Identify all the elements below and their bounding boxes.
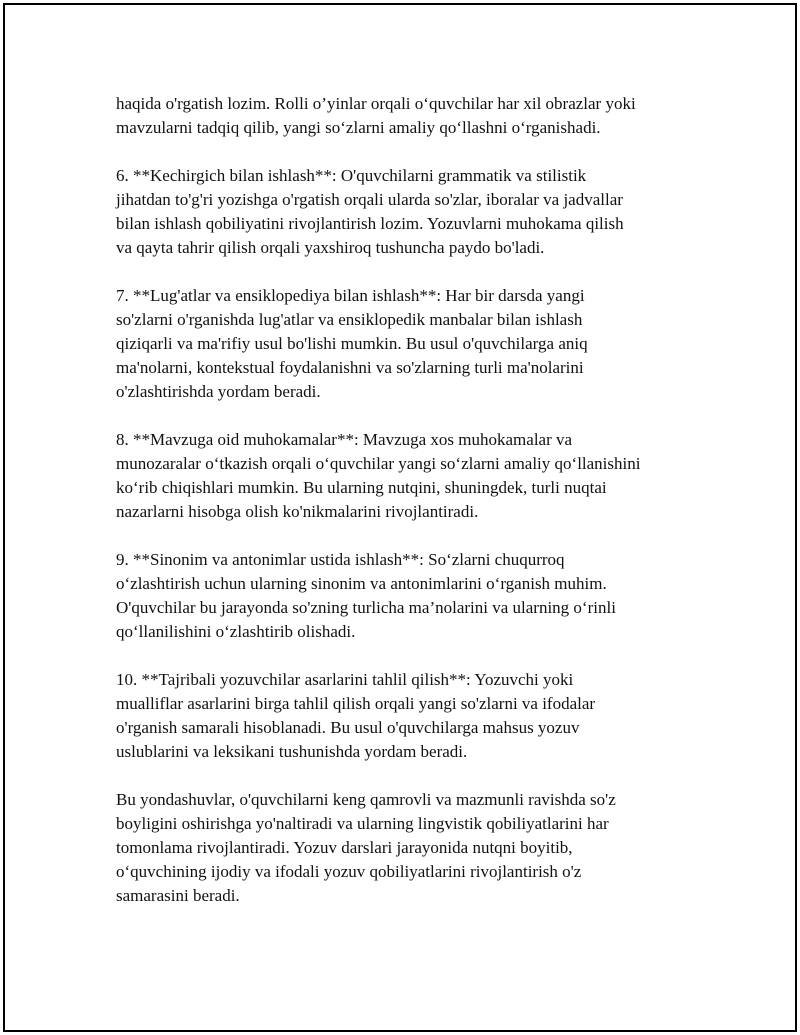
paragraph-item-10: 10. **Tajribali yozuvchilar asarlarini tahlil qilish**: Yozuvchi yoki mualliflar asarlarini birga tahlil qilish orqali yangi so'zlarni va ifodalar o'rganish samarali hisoblanadi. Bu usul o'quvchilarga mahsus yozuv uslublarini va leksikani tushunishda yordam beradi. — [116, 670, 596, 761]
paragraph-item-9: 9. **Sinonim va antonimlar ustida ishlash**: So‘zlarni chuqurroq o‘zlashtirish uchun ularning sinonim va antonimlarini o‘rganish muhim. O'quvchilar bu jarayonda so'zning turlicha ma’nolarini va ularning o‘rinli qo‘llanilishini o‘zlashtirib olishadi. — [116, 550, 616, 641]
paragraph-item-6: 6. **Kechirgich bilan ishlash**: O'quvchilarni grammatik va stilistik jihatdan to'g'ri yozishga o'rgatish orqali ularda so'zlar, iboralar va jadvallar bilan ishlash qobiliyatini rivojlantirish lozim. Yozuvlarni muhokama qilish va qayta tahrir qilish orqali yaxshiroq tushuncha paydo bo'ladi. — [116, 166, 624, 257]
paragraph-conclusion: Bu yondashuvlar, o'quvchilarni keng qamrovli va mazmunli ravishda so'z boyligini oshirishga yo'naltiradi va ularning lingvistik qobiliyatlarini har tomonlama rivojlantiradi. Yozuv darslari jarayonida nutqni boyitib, o‘quvchining ijodiy va ifodali yozuv qobiliyatlarini rivojlantirish o'z samarasini beradi. — [116, 790, 616, 905]
paragraph-intro-continuation: haqida o'rgatish lozim. Rolli o’yinlar orqali o‘quvchilar har xil obrazlar yoki mavzularni tadqiq qilib, yangi so‘zlarni amaliy qo‘llashni o‘rganishadi. — [116, 94, 636, 137]
document-body — [116, 92, 696, 932]
paragraph-item-8: 8. **Mavzuga oid muhokamalar**: Mavzuga xos muhokamalar va munozaralar o‘tkazish orqali o‘quvchilar yangi so‘zlarni amaliy qo‘llanishini ko‘rib chiqishlari mumkin. Bu ularning nutqini, shuningdek, turli nuqtai nazarlarni hisobga olish ko'nikmalarini rivojlantiradi. — [116, 430, 641, 521]
paragraph-item-7: 7. **Lug'atlar va ensiklopediya bilan ishlash**: Har bir darsda yangi so'zlarni o'rganishda lug'atlar va ensiklopedik manbalar bilan ishlash qiziqarli va ma'rifiy usul bo'lishi mumkin. Bu usul o'quvchilarga aniq ma'nolarni, kontekstual foydalanishni va so'zlarning turli ma'nolarini o'zlashtirishda yordam beradi. — [116, 286, 588, 401]
